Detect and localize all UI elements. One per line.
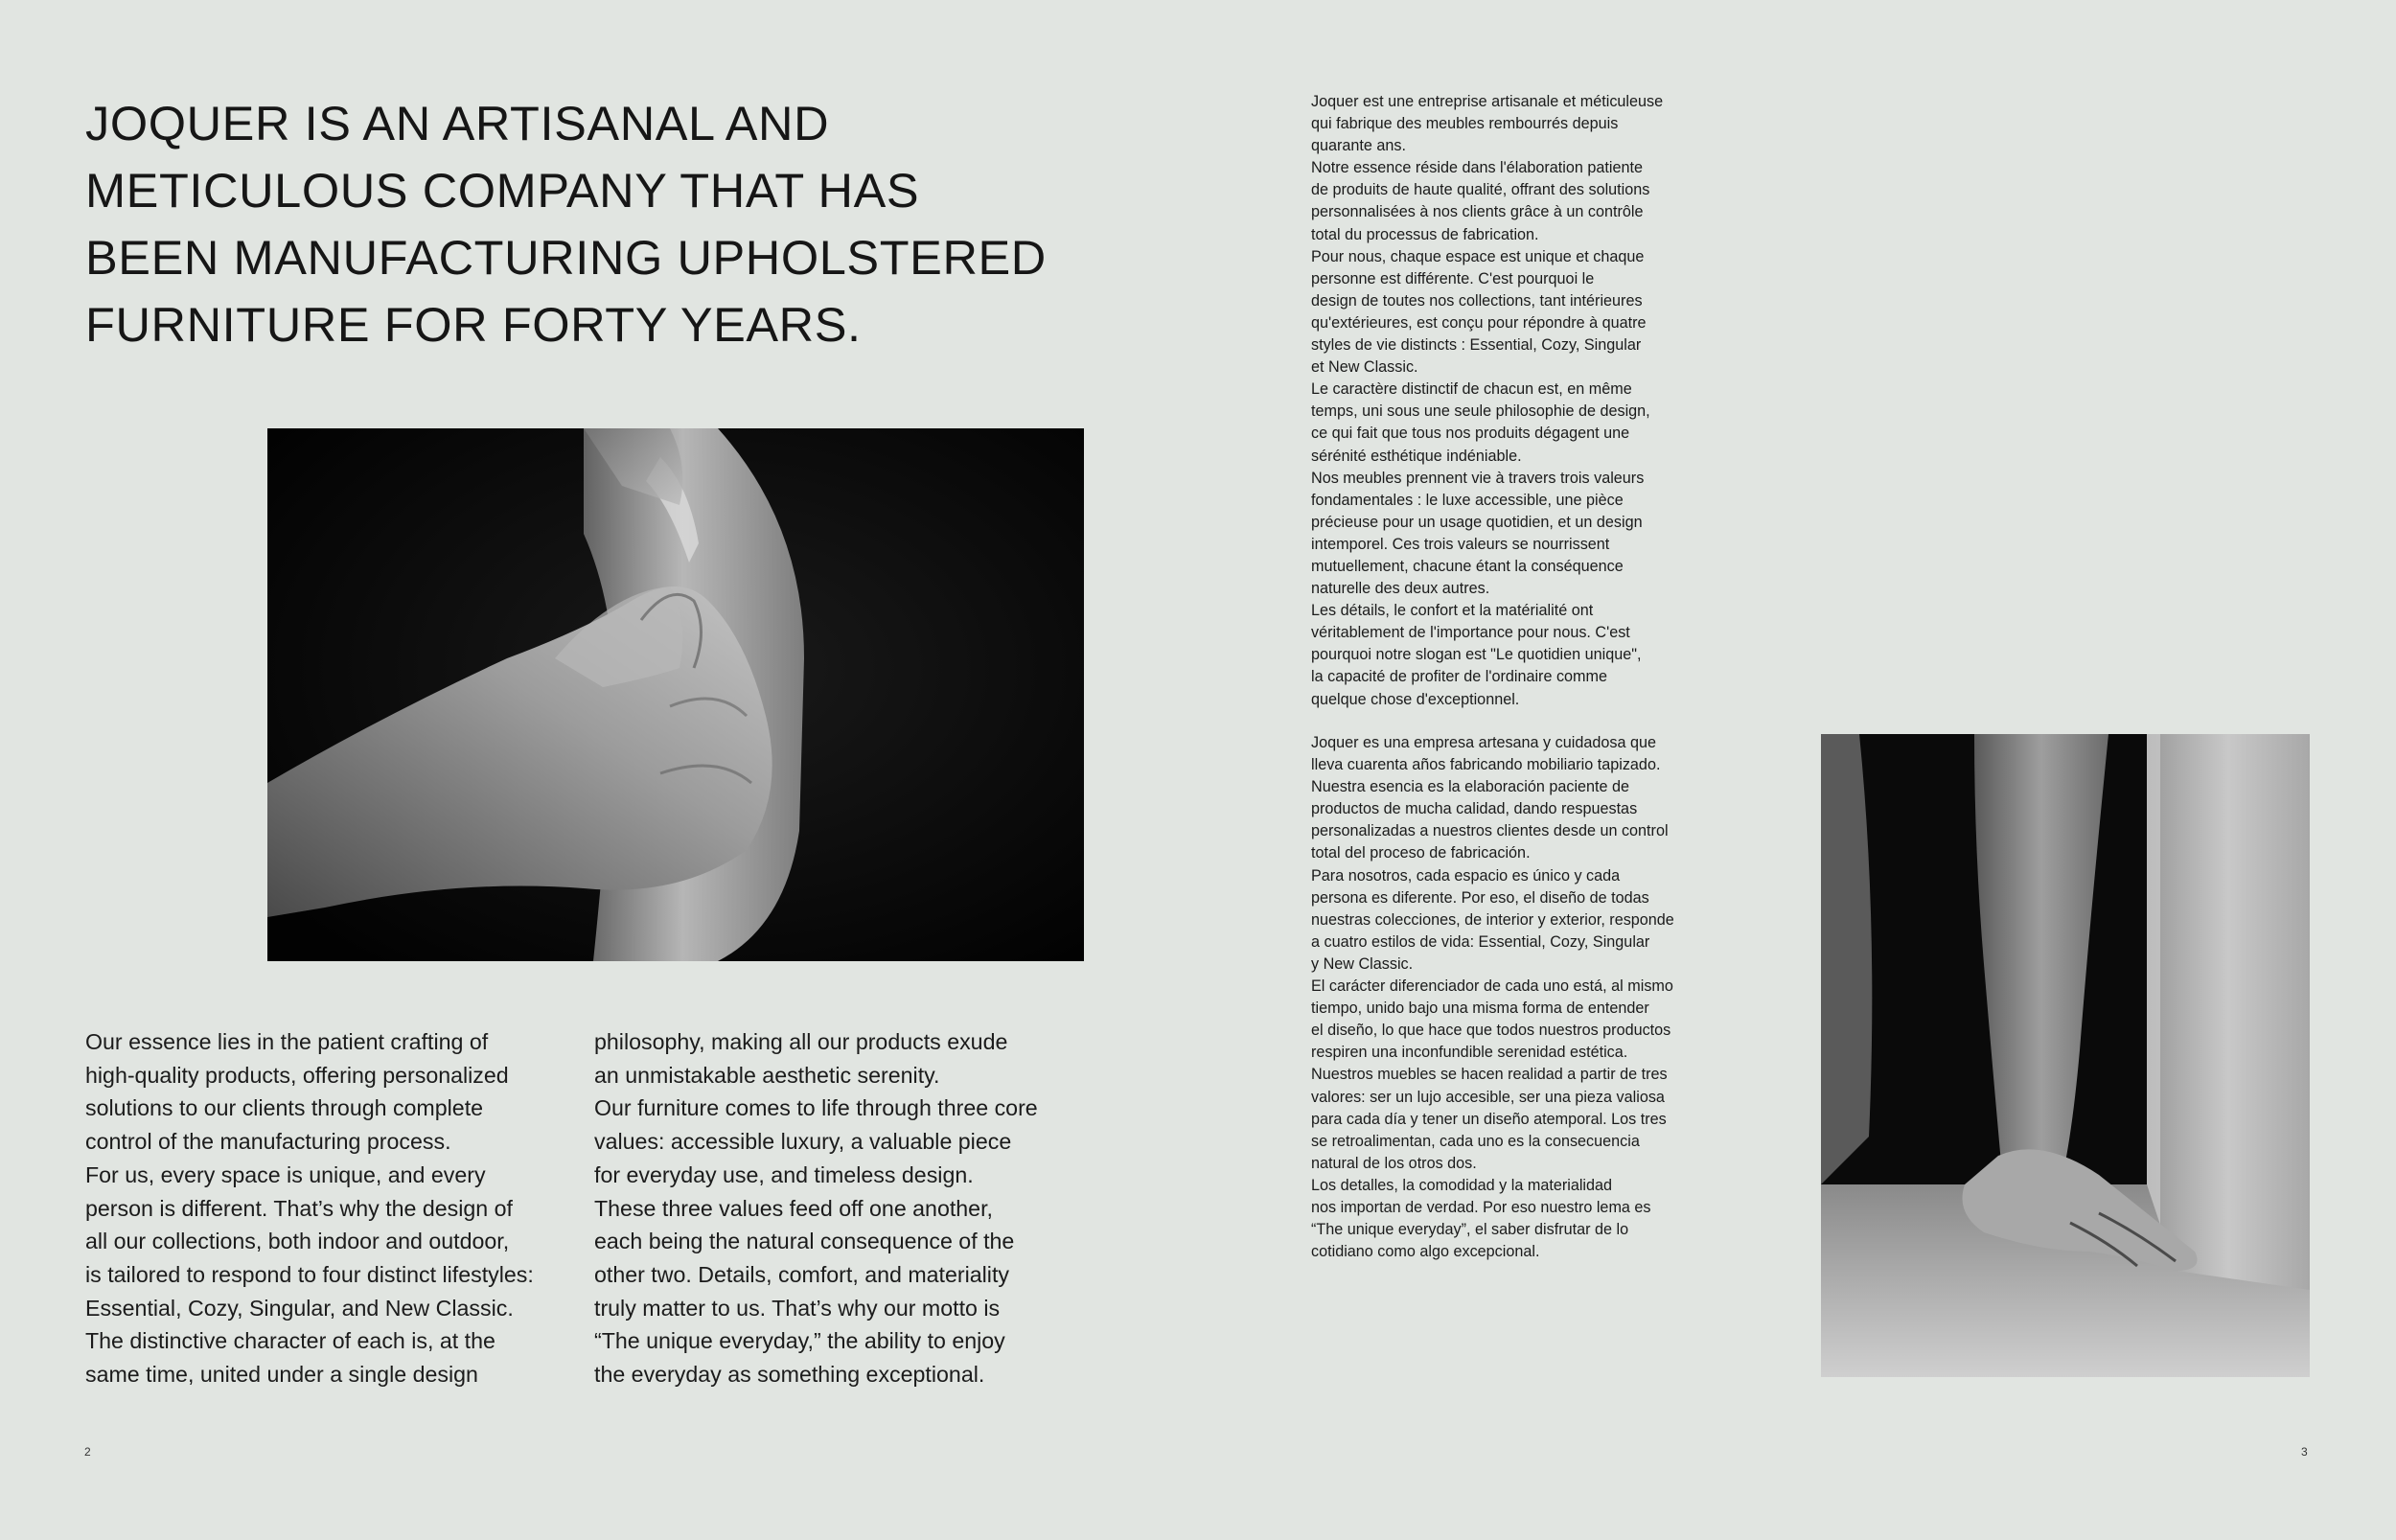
spanish-line: tiempo, unido bajo una misma forma de entender xyxy=(1311,1000,1649,1018)
body-line: each being the natural consequence of the xyxy=(594,1229,1015,1254)
body-line: values: accessible luxury, a valuable piece xyxy=(594,1129,1012,1155)
french-line: Notre essence réside dans l'élaboration patiente xyxy=(1311,159,1643,177)
french-line: Les détails, le confort et la matérialité ont xyxy=(1311,602,1594,620)
french-line: de produits de haute qualité, offrant des solutions xyxy=(1311,181,1650,199)
hand-on-cushion-photo xyxy=(1821,734,2310,1377)
body-line: solutions to our clients through complete xyxy=(85,1095,484,1121)
body-line: philosophy, making all our products exude xyxy=(594,1029,1008,1054)
french-line: et New Classic. xyxy=(1311,358,1418,377)
headline-line: FURNITURE FOR FORTY YEARS. xyxy=(85,297,862,352)
body-line: for everyday use, and timeless design. xyxy=(594,1161,974,1187)
spanish-line: Nuestra esencia es la elaboración paciente de xyxy=(1311,778,1630,796)
page-number-right: 3 xyxy=(2301,1445,2308,1459)
spanish-line: cotidiano como algo excepcional. xyxy=(1311,1243,1540,1261)
spanish-line: el diseño, lo que hace que todos nuestros productos xyxy=(1311,1022,1671,1040)
headline-line: JOQUER IS AN ARTISANAL AND xyxy=(85,96,830,150)
spanish-line: a cuatro estilos de vida: Essential, Cozy, Singular xyxy=(1311,932,1650,951)
french-line: temps, uni sous une seule philosophie de design, xyxy=(1311,402,1650,421)
body-line: control of the manufacturing process. xyxy=(85,1129,451,1155)
headline-line: METICULOUS COMPANY THAT HAS xyxy=(85,163,920,218)
body-line: The distinctive character of each is, at the xyxy=(85,1328,495,1354)
french-line: pourquoi notre slogan est "Le quotidien unique", xyxy=(1311,646,1642,664)
spanish-text-block xyxy=(1311,732,1674,1263)
hand-gripping-fabric-photo xyxy=(267,428,1084,961)
english-body-column-2 xyxy=(594,1025,1093,1391)
spanish-line: El carácter diferenciador de cada uno está, al mismo xyxy=(1311,977,1673,996)
spanish-line: “The unique everyday”, el saber disfrutar de lo xyxy=(1311,1221,1629,1239)
body-line: same time, united under a single design xyxy=(85,1362,478,1388)
spanish-line: personalizadas a nuestros clientes desde un control xyxy=(1311,822,1669,840)
body-line: high-quality products, offering personalized xyxy=(85,1062,509,1088)
spanish-line: se retroalimentan, cada uno es la consecuencia xyxy=(1311,1132,1640,1150)
french-line: naturelle des deux autres. xyxy=(1311,580,1490,598)
headline xyxy=(85,90,1159,358)
body-line: These three values feed off one another, xyxy=(594,1195,993,1221)
spanish-line: Joquer es una empresa artesana y cuidadosa que xyxy=(1311,734,1656,751)
french-line: véritablement de l'importance pour nous. C'est xyxy=(1311,624,1630,642)
spanish-line: Nuestros muebles se hacen realidad a partir de tres xyxy=(1311,1066,1668,1084)
french-line: personne est différente. C'est pourquoi le xyxy=(1311,269,1595,287)
french-line: qu'extérieures, est conçu pour répondre à quatre xyxy=(1311,313,1647,332)
spanish-line: nos importan de verdad. Por eso nuestro lema es xyxy=(1311,1198,1651,1216)
french-line: fondamentales : le luxe accessible, une pièce xyxy=(1311,491,1624,509)
body-line: For us, every space is unique, and every xyxy=(85,1161,486,1187)
spanish-line: para cada día y tener un diseño atemporal. Los tres xyxy=(1311,1110,1667,1128)
spanish-line: Para nosotros, cada espacio es único y cada xyxy=(1311,866,1621,885)
spanish-line: productos de mucha calidad, dando respuestas xyxy=(1311,800,1638,818)
spanish-line: y New Classic. xyxy=(1311,954,1414,973)
french-line: sérénité esthétique indéniable. xyxy=(1311,447,1522,465)
french-line: personnalisées à nos clients grâce à un contrôle xyxy=(1311,203,1644,221)
french-line: la capacité de profiter de l'ordinaire comme xyxy=(1311,668,1608,686)
french-line: Le caractère distinctif de chacun est, en même xyxy=(1311,380,1632,399)
french-line: design de toutes nos collections, tant intérieures xyxy=(1311,291,1643,310)
spanish-line: natural de los otros dos. xyxy=(1311,1154,1477,1172)
french-line: ce qui fait que tous nos produits dégagent une xyxy=(1311,425,1630,443)
hand-on-cushion-illustration xyxy=(1821,734,2310,1377)
body-line: an unmistakable aesthetic serenity. xyxy=(594,1062,940,1088)
french-line: qui fabrique des meubles rembourrés depuis xyxy=(1311,115,1619,133)
body-line: Our essence lies in the patient crafting of xyxy=(85,1029,489,1054)
spanish-line: Los detalles, la comodidad y la materialidad xyxy=(1311,1176,1613,1194)
french-line: total du processus de fabrication. xyxy=(1311,225,1539,243)
spanish-line: nuestras colecciones, de interior y exterior, responde xyxy=(1311,910,1674,929)
spanish-line: persona es diferente. Por eso, el diseño de todas xyxy=(1311,888,1649,907)
french-line: Nos meubles prennent vie à travers trois valeurs xyxy=(1311,469,1645,487)
body-line: is tailored to respond to four distinct lifestyles: xyxy=(85,1261,534,1287)
english-body-column-1 xyxy=(85,1025,584,1391)
headline-line: BEEN MANUFACTURING UPHOLSTERED xyxy=(85,230,1047,285)
body-line: truly matter to us. That’s why our motto is xyxy=(594,1295,1001,1321)
body-line: Our furniture comes to life through three core xyxy=(594,1095,1038,1121)
french-line: mutuellement, chacune étant la conséquence xyxy=(1311,557,1624,575)
body-line: person is different. That’s why the design of xyxy=(85,1195,513,1221)
body-line: all our collections, both indoor and outdoor, xyxy=(85,1229,510,1254)
spanish-line: respiren una inconfundible serenidad estética. xyxy=(1311,1044,1628,1062)
french-line: précieuse pour un usage quotidien, et un design xyxy=(1311,513,1643,531)
french-line: styles de vie distincts : Essential, Cozy, Singular xyxy=(1311,336,1642,355)
body-line: the everyday as something exceptional. xyxy=(594,1362,985,1388)
body-line: Essential, Cozy, Singular, and New Classic. xyxy=(85,1295,514,1321)
french-line: Joquer est une entreprise artisanale et méticuleuse xyxy=(1311,93,1664,110)
french-line: quarante ans. xyxy=(1311,137,1406,155)
body-line: “The unique everyday,” the ability to enjoy xyxy=(594,1328,1005,1354)
page-number-left: 2 xyxy=(84,1445,91,1459)
french-line: Pour nous, chaque espace est unique et chaque xyxy=(1311,247,1645,265)
spanish-line: valores: ser un lujo accesible, ser una pieza valiosa xyxy=(1311,1088,1665,1106)
hand-gripping-fabric-illustration xyxy=(267,428,1084,961)
body-line: other two. Details, comfort, and materiality xyxy=(594,1261,1009,1287)
spanish-line: total del proceso de fabricación. xyxy=(1311,844,1531,862)
french-text-block xyxy=(1311,91,1663,711)
spanish-line: lleva cuarenta años fabricando mobiliario tapizado. xyxy=(1311,756,1661,774)
french-line: intemporel. Ces trois valeurs se nourrissent xyxy=(1311,535,1610,553)
french-line: quelque chose d'exceptionnel. xyxy=(1311,690,1520,708)
